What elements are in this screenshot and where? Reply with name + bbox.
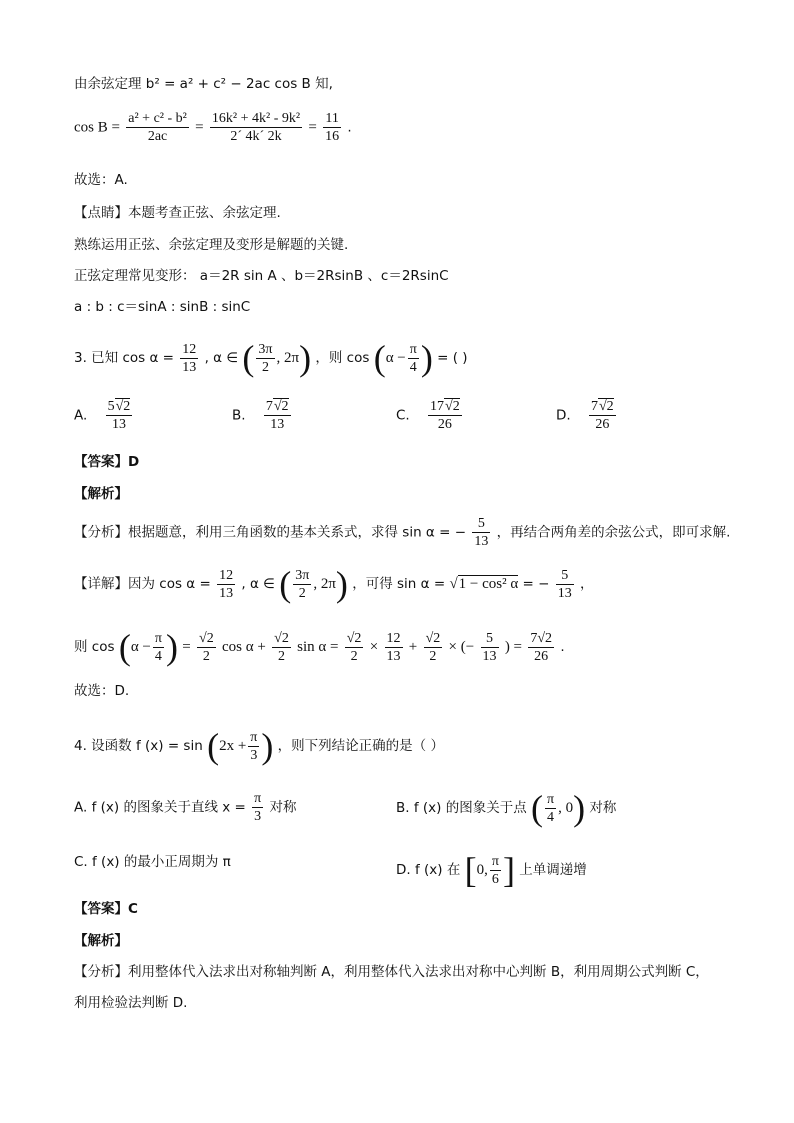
dianjing-line: 【点睛】本题考查正弦、余弦定理. (74, 205, 281, 221)
q3-option-d: D. $\frac{7√2}{26}$ (556, 399, 614, 432)
q3-answer: 【答案】D (74, 454, 140, 470)
key-point-line: 熟练运用正弦、余弦定理及变形是解题的关键. (74, 237, 349, 253)
q4-option-c: C. f (x) 的最小正周期为 π (74, 854, 231, 870)
q3-calculation: 则 cos (α − $\frac{\pi}{4}$ ) = $\frac{√2}{2}$ cos α + $\frac{√2}{2}$ sin α = $\frac{√2}{2}$ × $\frac{12}{13}$ + $\frac{√2}{2}$ × (− $\frac{5}{13}$ ) = $\frac{7√2}{26}$ . (74, 627, 565, 667)
q3-analysis: 【分析】根据题意，利用三角函数的基本关系式，求得 sin α = − $\frac{5}{13}$ ，再结合两角差的余弦公式，即可求解. (74, 516, 731, 549)
sine-law-variants: 正弦定理常见变形： a＝2R sin A 、b＝2RsinB 、c＝2RsinC (74, 268, 449, 284)
q3-option-a: A. $\frac{5√2}{13}$ (74, 399, 131, 432)
q4-stem: 4. 设函数 f (x) = sin (2x + $\frac{\pi}{3}$ ) ，则下列结论正确的是（ ） (74, 726, 444, 766)
q3-option-c: C. $\frac{17√2}{26}$ (396, 399, 460, 432)
choice-a-line: 故选：A. (74, 172, 128, 188)
sine-ratio-line: a : b : c＝sinA : sinB : sinC (74, 299, 251, 315)
q4-analysis-line1: 【分析】利用整体代入法求出对称轴判断 A，利用整体代入法求出对称中心判断 B，利用周期公式判断 C， (74, 964, 709, 980)
q4-analysis-line2: 利用检验法判断 D. (74, 995, 188, 1011)
cos-b-formula: cos B = $\frac{\text{a² + c² - b²}}{2ac}$ = $\frac{\text{16k² + 4k² - 9k²}}{2´ 4k´ 2k}$ = $\frac{11}{16}$ . (74, 111, 352, 144)
law-of-cosines-line: 由余弦定理 b² = a² + c² − 2ac cos B 知, (74, 76, 333, 92)
q4-option-d: D. f (x) 在 [0, $\frac{\pi}{6}$ ] 上单调递增 (396, 850, 587, 890)
q3-jiexi: 【解析】 (74, 486, 128, 502)
q3-detail: 【详解】因为 cos α = $\frac{12}{13}$ , α ∈ ( $\frac{3\pi}{2}$ , 2π) ，可得 sin α = √1 − cos² α = − $\frac{5}{13}$ ， (74, 564, 594, 604)
q4-option-b: B. f (x) 的图象关于点 ( $\frac{\pi}{4}$ , 0) 对称 (396, 788, 617, 828)
q4-jiexi: 【解析】 (74, 933, 128, 949)
q4-option-a: A. f (x) 的图象关于直线 x = $\frac{\pi}{3}$ 对称 (74, 791, 297, 824)
q4-answer: 【答案】C (74, 901, 138, 917)
q3-choose: 故选：D. (74, 683, 130, 699)
q3-option-b: B. $\frac{7√2}{13}$ (232, 399, 289, 432)
q3-stem: 3. 已知 cos α = $\frac{12}{13}$ , α ∈ ( $\frac{3\pi}{2}$ , 2π) ，则 cos (α − $\frac{\pi}{4}$ ) = ( ) (74, 338, 468, 378)
